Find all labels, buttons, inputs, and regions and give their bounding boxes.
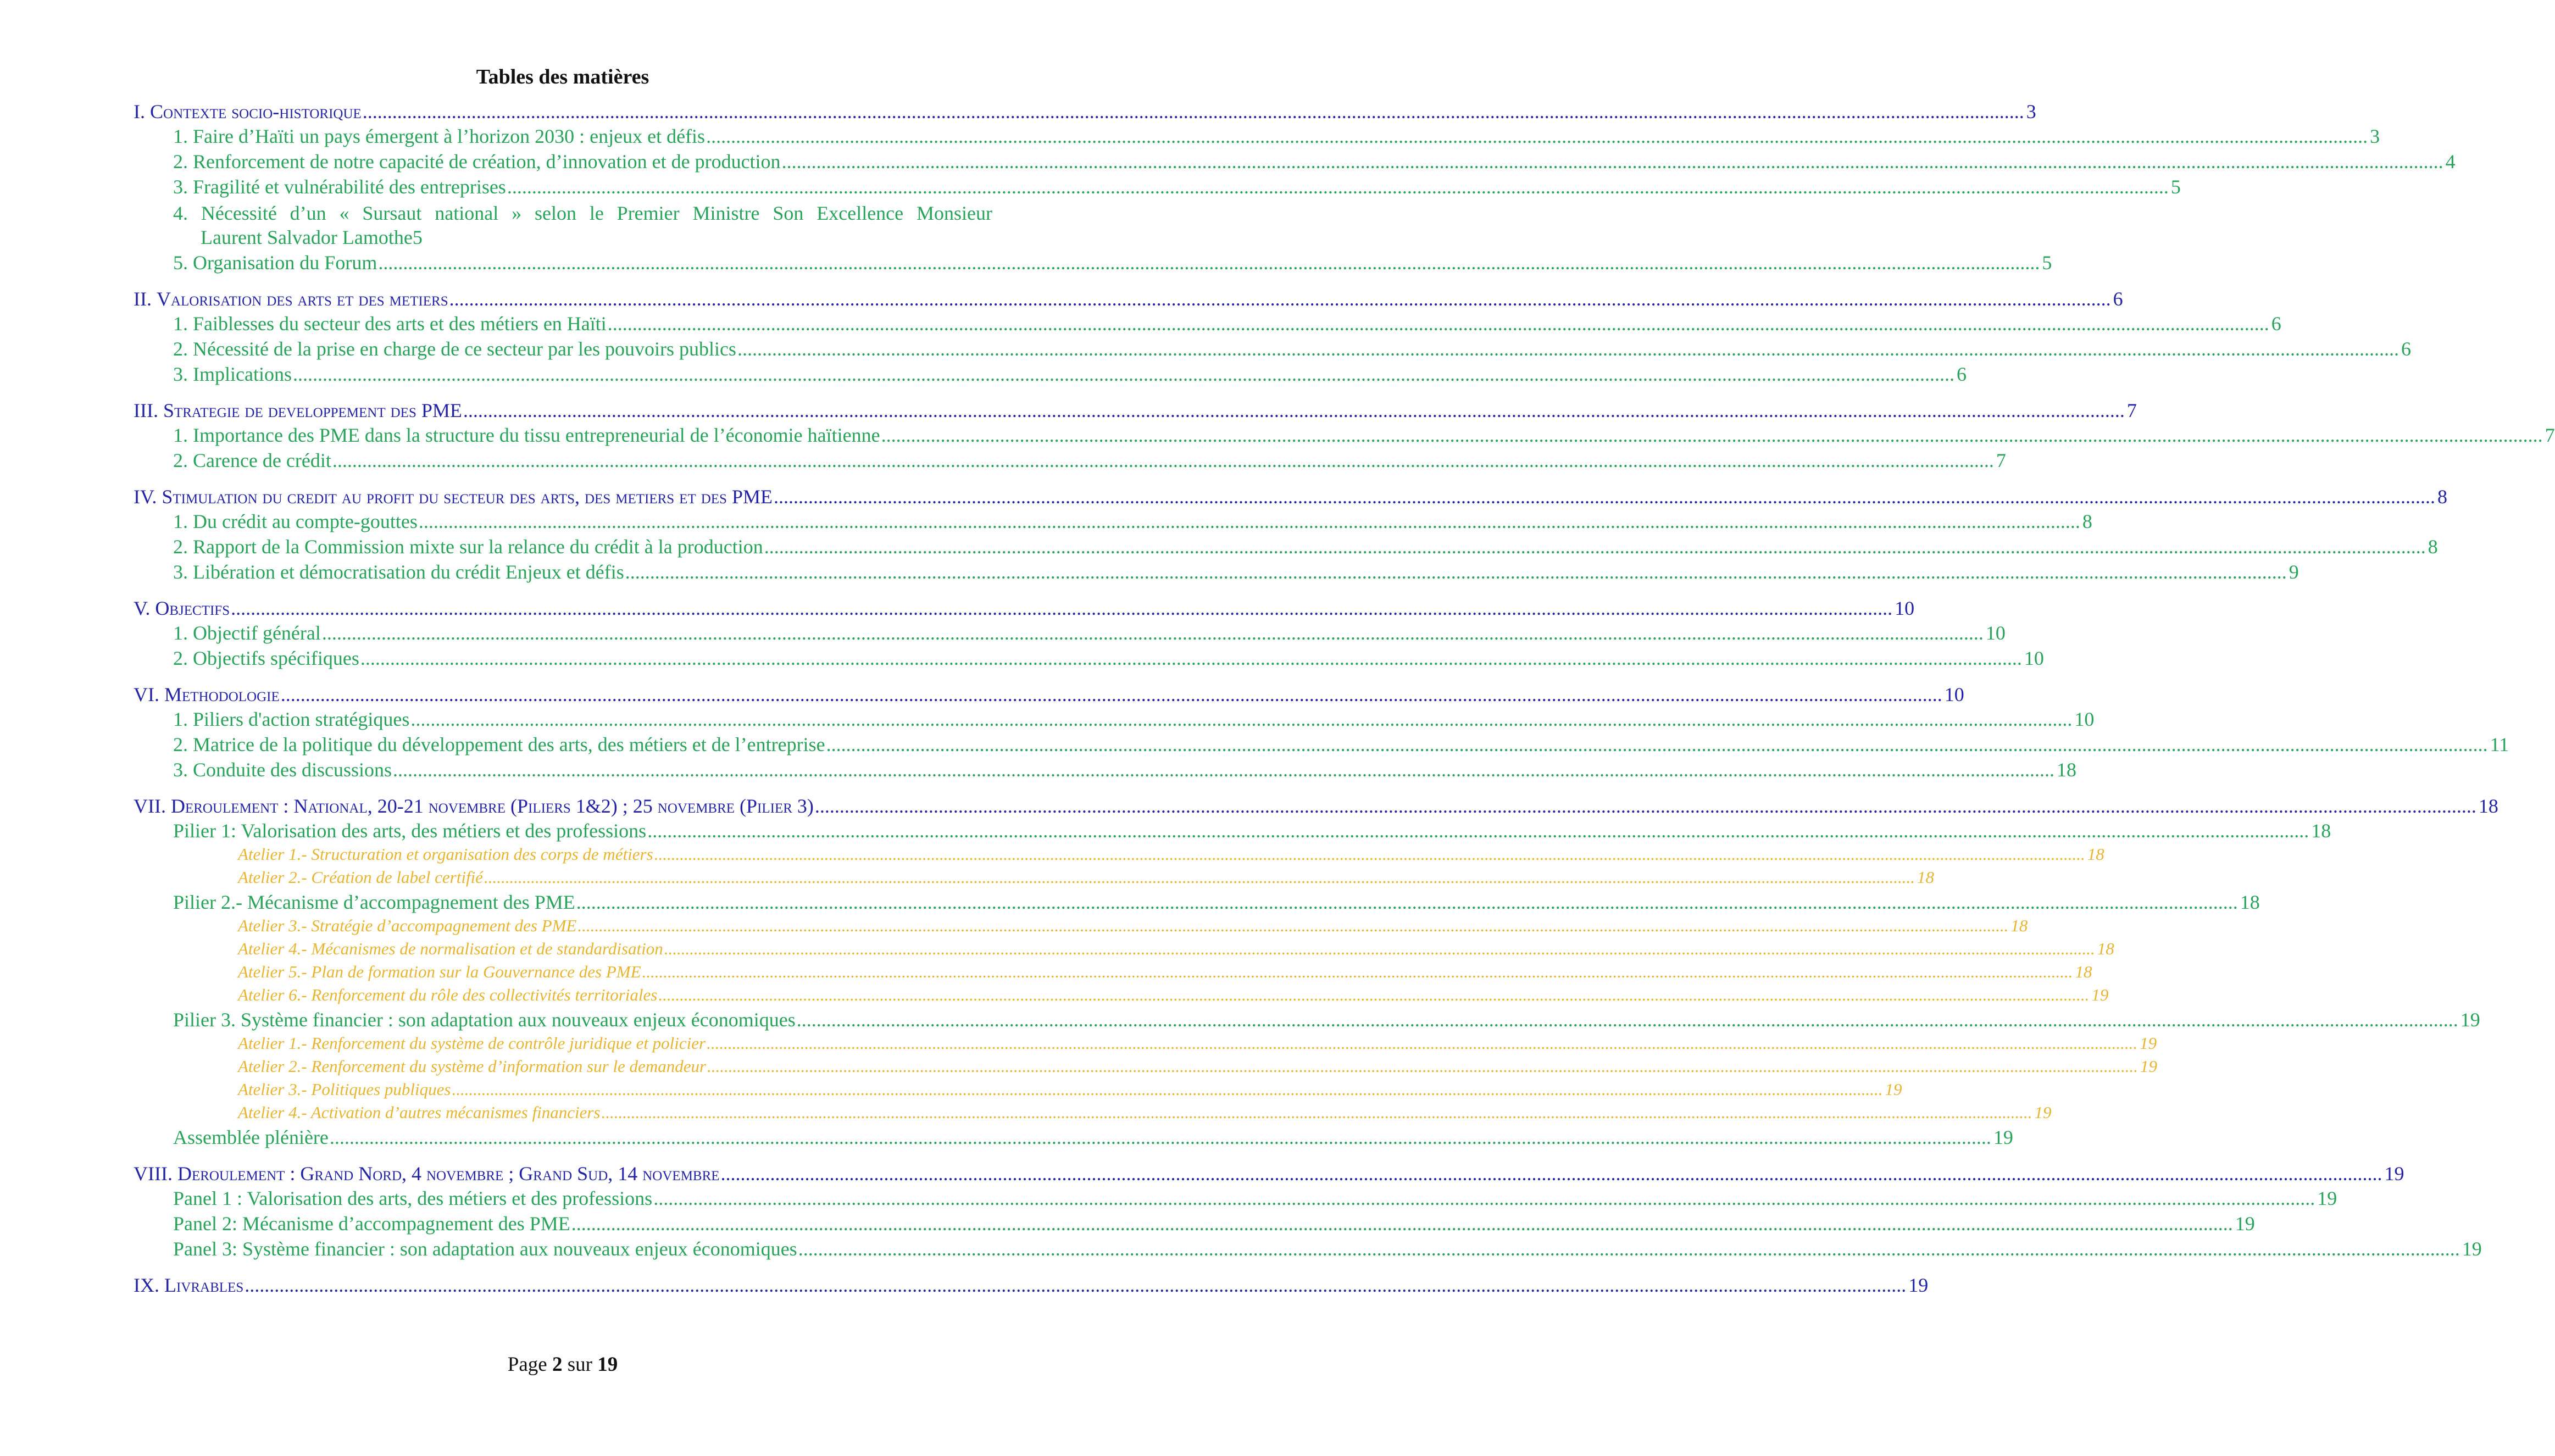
page-number: 10 — [2074, 708, 2095, 730]
page-number: 6 — [2271, 313, 2281, 335]
toc-assemblee-pleniere[interactable] — [134, 1126, 2013, 1151]
toc-atelier-p3-4[interactable] — [134, 1103, 2052, 1126]
section-number: II. — [134, 288, 152, 310]
page-number: 19 — [2140, 1057, 2158, 1076]
page-number: 18 — [2057, 759, 2077, 781]
page-number: 7 — [1996, 449, 2006, 471]
item-label: Pilier 1: Valorisation des arts, des métiers et des professions — [173, 820, 647, 842]
section-number: IX. — [134, 1274, 159, 1296]
section-title: Livrables — [164, 1274, 244, 1296]
section-number: VI. — [134, 683, 159, 705]
page-number: 19 — [1908, 1274, 1929, 1296]
item-label: Panel 3: Système financier : son adaptation aux nouveaux enjeux économiques — [173, 1238, 797, 1260]
item-label: 2. Carence de crédit — [173, 449, 331, 471]
section-title: Deroulement : National, 20-21 novembre (Piliers 1&2) ; 25 novembre (Pilier 3) — [170, 795, 814, 817]
table-of-contents — [134, 100, 2555, 1298]
toc-panel-3[interactable] — [134, 1237, 2482, 1263]
item-label: 2. Objectifs spécifiques — [173, 647, 359, 669]
item-label: 1. Faiblesses du secteur des arts et des métiers en Haïti — [173, 313, 607, 335]
item-label: 1. Importance des PME dans la structure du tissu entrepreneurial de l’économie haïtienne — [173, 424, 880, 446]
toc-atelier-p2-4[interactable] — [134, 939, 2114, 962]
section-number: III. — [134, 399, 158, 421]
toc-item-4-2[interactable] — [134, 535, 2438, 560]
page-number: 5 — [2170, 176, 2181, 198]
item-label: 2. Matrice de la politique du développement des arts, des métiers et de l’entreprise — [173, 733, 825, 755]
section-title: Deroulement : Grand Nord, 4 novembre ; Grand Sud, 14 novembre — [177, 1163, 720, 1185]
footer-prefix: Page — [507, 1353, 547, 1376]
toc-section-9[interactable] — [134, 1274, 1929, 1298]
page-number: 8 — [2428, 536, 2438, 558]
section-number: V. — [134, 597, 151, 619]
item-label: 3. Fragilité et vulnérabilité des entreprises — [173, 176, 506, 198]
section-title-tail: PME — [421, 399, 462, 421]
page-number: 19 — [2317, 1187, 2337, 1209]
toc-atelier-p2-6[interactable] — [134, 985, 2109, 1008]
toc-item-1-1[interactable] — [134, 125, 2380, 150]
section-number: VIII. — [134, 1163, 173, 1185]
toc-item-5-2[interactable] — [134, 647, 2044, 672]
page-number: 10 — [2024, 647, 2044, 669]
section-number: VII. — [134, 795, 166, 817]
page-number: 7 — [2126, 399, 2137, 421]
page-number: 18 — [2097, 939, 2114, 958]
toc-item-4-3[interactable] — [134, 560, 2299, 586]
item-label-line-1: 4. Nécessité d’un « Sursaut national » selon le Premier Ministre Son Excellence Monsieur — [173, 202, 992, 224]
page-number: 5 — [412, 226, 423, 248]
item-label: Assemblée plénière — [173, 1126, 329, 1148]
toc-section-8[interactable] — [134, 1162, 2404, 1187]
item-label: 1. Objectif général — [173, 622, 321, 644]
toc-item-3-2[interactable] — [134, 449, 2006, 474]
page-number: 18 — [2010, 916, 2028, 935]
page-number: 19 — [2091, 985, 2109, 1004]
section-title: Stimulation du credit au profit du secteur des arts, des metiers et des — [162, 486, 727, 508]
page-number: 11 — [2490, 733, 2509, 755]
toc-panel-2[interactable] — [134, 1212, 2255, 1237]
toc-pilier-2[interactable] — [134, 891, 2260, 916]
item-label: 5. Organisation du Forum — [173, 252, 377, 274]
item-label: Atelier 3.- Politiques publiques — [238, 1080, 451, 1099]
footer-total-pages: 19 — [597, 1353, 618, 1376]
toc-section-7[interactable] — [134, 794, 2498, 819]
page-number: 6 — [1956, 363, 1967, 385]
toc-item-1-2[interactable] — [134, 150, 2456, 175]
toc-atelier-p2-5[interactable] — [134, 962, 2092, 985]
toc-atelier-p2-3[interactable] — [134, 916, 2028, 939]
page-number: 5 — [2042, 252, 2052, 274]
page-number: 19 — [1993, 1126, 2013, 1148]
toc-section-4[interactable] — [134, 485, 2447, 510]
toc-panel-1[interactable] — [134, 1187, 2337, 1212]
item-label: 3. Implications — [173, 363, 292, 385]
section-title: Strategie de developpement des — [163, 399, 416, 421]
toc-item-6-3[interactable] — [134, 758, 2077, 783]
toc-pilier-1[interactable] — [134, 819, 2331, 844]
toc-item-1-5[interactable] — [134, 251, 2052, 276]
page-number: 4 — [2445, 151, 2456, 173]
toc-item-2-3[interactable] — [134, 363, 1967, 388]
page-number: 18 — [2478, 795, 2498, 817]
page-number: 19 — [2460, 1009, 2480, 1031]
toc-item-6-2[interactable] — [134, 733, 2509, 758]
item-label: 1. Du crédit au compte-gouttes — [173, 510, 418, 532]
page-number: 3 — [2026, 101, 2036, 123]
toc-section-2[interactable] — [134, 287, 2123, 312]
page-number: 7 — [2545, 424, 2555, 446]
page-number: 10 — [1944, 683, 1964, 705]
page-number: 18 — [2087, 844, 2104, 864]
item-label-line-2: Laurent Salvador Lamothe — [201, 226, 413, 248]
section-title: Contexte socio-historique — [150, 101, 362, 123]
footer-middle: sur — [567, 1353, 592, 1376]
item-label: 1. Piliers d'action stratégiques — [173, 708, 410, 730]
page-number: 19 — [2462, 1238, 2482, 1260]
section-number: IV. — [134, 486, 157, 508]
page-number: 10 — [1895, 597, 1915, 619]
toc-item-6-1[interactable] — [134, 708, 2095, 733]
page-footer — [0, 1353, 1125, 1376]
toc-section-1[interactable] — [134, 100, 2036, 125]
page-number: 3 — [2370, 125, 2380, 147]
item-label: 2. Renforcement de notre capacité de création, d’innovation et de production — [173, 151, 781, 173]
item-label: Atelier 1.- Renforcement du système de contrôle juridique et policier — [238, 1033, 706, 1053]
page-number: 9 — [2289, 561, 2299, 583]
toc-section-6[interactable] — [134, 683, 1964, 708]
item-label: Atelier 2.- Création de label certifié — [238, 868, 483, 887]
section-number: I. — [134, 101, 145, 123]
item-label: Pilier 2.- Mécanisme d’accompagnement des PME — [173, 891, 575, 913]
item-label: 2. Rapport de la Commission mixte sur la relance du crédit à la production — [173, 536, 763, 558]
toc-atelier-p1-2[interactable] — [134, 868, 1934, 891]
section-title: Objectifs — [155, 597, 230, 619]
toc-item-1-3[interactable] — [134, 175, 2181, 201]
page-number: 19 — [2235, 1213, 2255, 1235]
item-label: 2. Nécessité de la prise en charge de ce secteur par les pouvoirs publics — [173, 338, 736, 360]
item-label: Atelier 1.- Structuration et organisation des corps de métiers — [238, 844, 653, 864]
page-number: 8 — [2437, 486, 2447, 508]
item-label: Atelier 6.- Renforcement du rôle des collectivités territoriales — [238, 985, 658, 1004]
page-number: 19 — [2384, 1163, 2404, 1185]
page-number: 8 — [2082, 510, 2092, 532]
page-number: 18 — [2240, 891, 2260, 913]
toc-item-2-1[interactable] — [134, 312, 2281, 337]
toc-pilier-3[interactable] — [134, 1008, 2480, 1033]
page-number: 6 — [2113, 288, 2123, 310]
toc-item-5-1[interactable] — [134, 621, 2006, 647]
page-number: 18 — [1917, 868, 1934, 887]
page-number: 18 — [2311, 820, 2331, 842]
toc-item-4-1[interactable] — [134, 510, 2092, 535]
toc-item-2-2[interactable] — [134, 337, 2411, 363]
item-label: Atelier 4.- Activation d’autres mécanismes financiers — [238, 1103, 601, 1122]
footer-current-page: 2 — [552, 1353, 563, 1376]
page-number: 19 — [1885, 1080, 1902, 1099]
item-label: Atelier 5.- Plan de formation sur la Gouvernance des PME — [238, 962, 641, 981]
item-label: Panel 1 : Valorisation des arts, des métiers et des professions — [173, 1187, 653, 1209]
toc-section-5[interactable] — [134, 597, 1915, 621]
section-title: Methodologie — [164, 683, 280, 705]
page-number: 6 — [2401, 338, 2411, 360]
page-number: 19 — [2034, 1103, 2052, 1122]
toc-item-1-4[interactable] — [134, 201, 992, 251]
toc-item-3-1[interactable] — [134, 424, 2555, 449]
toc-atelier-p1-1[interactable] — [134, 844, 2104, 868]
item-label: Pilier 3. Système financier : son adaptation aux nouveaux enjeux économiques — [173, 1009, 796, 1031]
toc-atelier-p3-1[interactable] — [134, 1033, 2157, 1057]
item-label: 3. Libération et démocratisation du crédit Enjeux et défis — [173, 561, 624, 583]
item-label: Atelier 4.- Mécanismes de normalisation et de standardisation — [238, 939, 663, 958]
item-label: 1. Faire d’Haïti un pays émergent à l’horizon 2030 : enjeux et défis — [173, 125, 706, 147]
toc-section-3[interactable] — [134, 399, 2137, 424]
section-title-tail: PME — [731, 486, 773, 508]
section-title: Valorisation des arts et des metiers — [156, 288, 448, 310]
item-label: 3. Conduite des discussions — [173, 759, 392, 781]
item-label: Atelier 3.- Stratégie d’accompagnement des PME — [238, 916, 577, 935]
item-label: Panel 2: Mécanisme d’accompagnement des PME — [173, 1213, 570, 1235]
page-number: 19 — [2140, 1033, 2157, 1053]
toc-atelier-p3-2[interactable] — [134, 1057, 2158, 1080]
toc-title: Tables des matières — [476, 65, 649, 88]
toc-atelier-p3-3[interactable] — [134, 1080, 1902, 1103]
page-number: 10 — [1985, 622, 2006, 644]
item-label: Atelier 2.- Renforcement du système d’information sur le demandeur — [238, 1057, 707, 1076]
page-number: 18 — [2075, 962, 2092, 981]
